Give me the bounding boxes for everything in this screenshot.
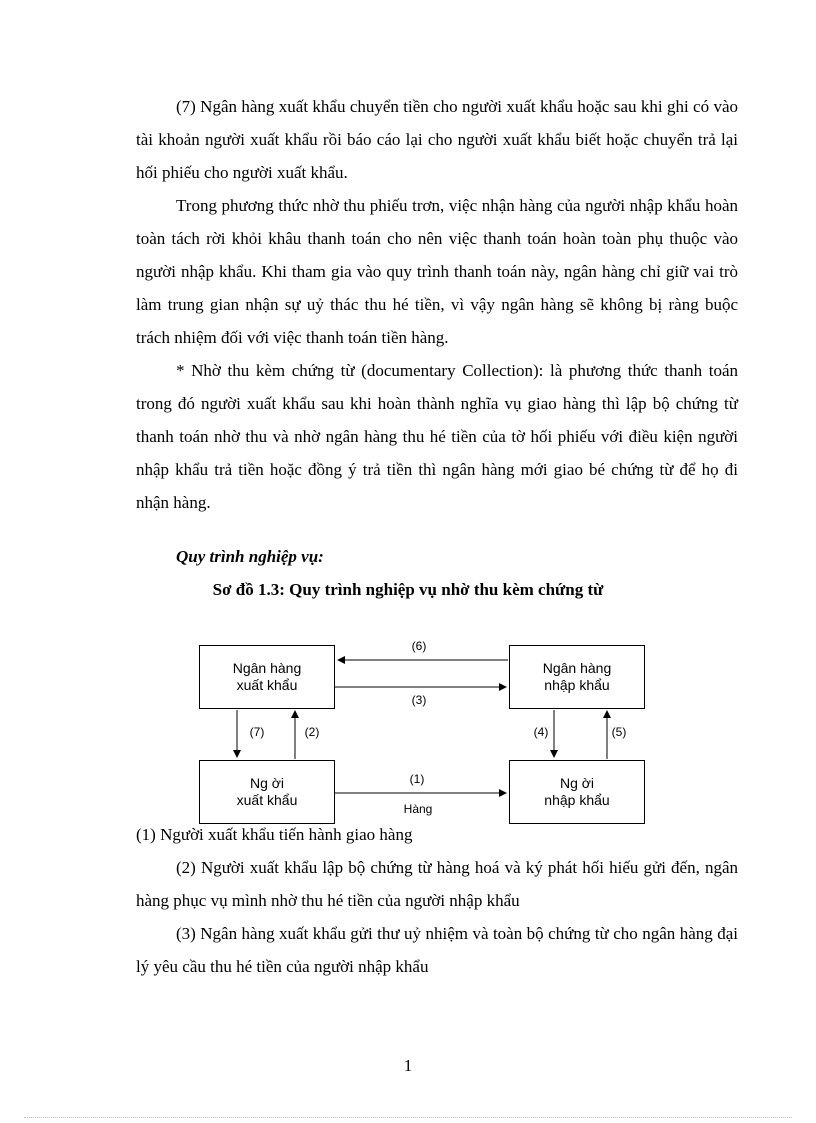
page-divider — [24, 1117, 792, 1118]
paragraph-step-7: (7) Ngân hàng xuất khẩu chuyển tiền cho người xuất khẩu hoặc sau khi ghi có vào tài khoản người xuất khẩu rồi báo cáo lại cho người xuất khẩu biết hoặc chuyển trả lại hối phiếu cho người xuất khẩu. — [136, 97, 738, 182]
step-2: (2) Người xuất khẩu lập bộ chứng từ hàng hoá và ký phát hối hiếu gửi đến, ngân hàng phục vụ mình nhờ thu hé tiền của người nhập khẩu — [136, 858, 738, 910]
intro-text — [136, 90, 738, 519]
node-export-bank-line1: Ngân hàng — [232, 660, 302, 676]
figure-title: Sơ đồ 1.3: Quy trình nghiệp vụ nhờ thu kèm chứng từ — [212, 580, 604, 599]
node-import-bank-line2: nhập khẩu — [544, 677, 610, 693]
node-import-bank-line1: Ngân hàng — [542, 660, 612, 676]
page-number: 1 — [403, 1056, 413, 1075]
node-exporter-line2: xuất khẩu — [236, 792, 298, 808]
step-1: (1) Người xuất khẩu tiến hành giao hàng — [136, 825, 413, 844]
collection-diagram — [196, 632, 652, 827]
label-arrow-6: (6) — [411, 639, 427, 653]
label-arrow-7: (7) — [249, 725, 265, 739]
paragraph-documentary-collection: * Nhờ thu kèm chứng từ (documentary Collection): là phương thức thanh toán trong đó người xuất khẩu sau khi hoàn thành nghĩa vụ giao hàng thì lập bộ chứng từ thanh toán nhờ thu và nhờ ngân hàng thu hé tiền của tờ hối phiếu với điều kiện người nhập khẩu trả tiền hoặc đồng ý trả tiền thì ngân hàng mới giao bé chứng từ để họ đi nhận hàng. — [136, 361, 738, 512]
node-export-bank — [199, 645, 335, 709]
label-arrow-2: (2) — [304, 725, 320, 739]
process-heading: Quy trình nghiệp vụ: — [176, 547, 324, 566]
node-importer-line2: nhập khẩu — [544, 792, 610, 808]
label-arrow-4: (4) — [533, 725, 549, 739]
node-export-bank-line2: xuất khẩu — [236, 677, 298, 693]
node-exporter-line1: Ng ời — [249, 775, 285, 791]
label-arrow-1: (1) — [409, 772, 425, 786]
node-exporter — [199, 760, 335, 824]
node-importer — [509, 760, 645, 824]
label-goods: Hàng — [403, 802, 433, 816]
step-3: (3) Ngân hàng xuất khẩu gửi thư uỷ nhiệm và toàn bộ chứng từ cho ngân hàng đại lý yêu cầu thu hé tiền của người nhập khẩu — [136, 924, 738, 976]
label-arrow-5: (5) — [611, 725, 627, 739]
label-arrow-3: (3) — [411, 693, 427, 707]
node-importer-line1: Ng ời — [559, 775, 595, 791]
steps-list — [136, 818, 738, 983]
node-import-bank — [509, 645, 645, 709]
paragraph-clean-collection: Trong phương thức nhờ thu phiếu trơn, việc nhận hàng của người nhập khẩu hoàn toàn tách rời khỏi khâu thanh toán cho nên việc thanh toán hoàn toàn phụ thuộc vào người nhập khẩu. Khi tham gia vào quy trình thanh toán này, ngân hàng chỉ giữ vai trò làm trung gian nhận sự uỷ thác thu hé tiền, vì vậy ngân hàng sẽ không bị ràng buộc trách nhiệm đối với việc thanh toán tiền hàng. — [136, 196, 738, 347]
